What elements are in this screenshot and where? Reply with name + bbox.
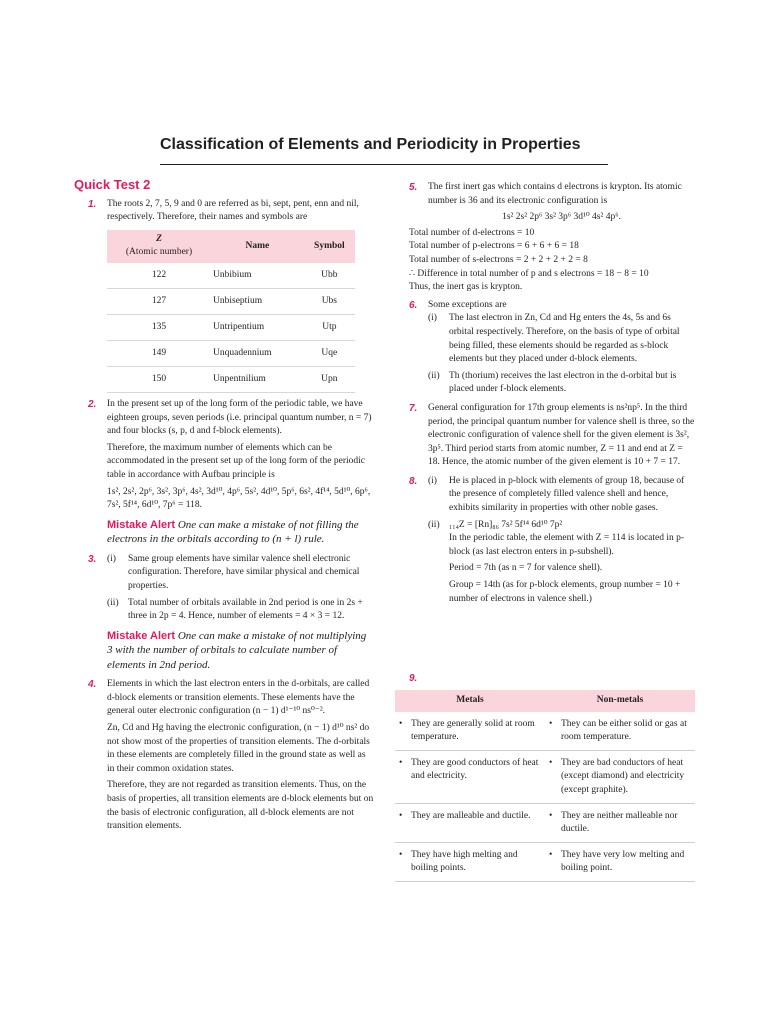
question-text: The roots 2, 7, 5, 9 and 0 are referred as bi, sept, pent, enn and nil, respectively. Therefore, their names and symbols are xyxy=(107,198,359,223)
element-names-table xyxy=(107,230,355,393)
symbol-cell: Ubb xyxy=(304,263,355,289)
question-4 xyxy=(74,678,374,834)
configuration-line: 1s², 2s², 2p⁶, 3s², 3p⁶, 4s², 3d¹⁰, 4p⁶, 5s², 4d¹⁰, 5p⁶, 6s², 4f¹⁴, 5d¹⁰, 6p⁶, 7s², 5f¹⁴, 6d¹⁰, 7p⁶ = 118. xyxy=(107,486,371,511)
question-number: 5. xyxy=(409,182,418,193)
bullet-item: • They are good conductors of heat and electricity. xyxy=(399,757,541,784)
table-row xyxy=(107,314,355,340)
name-cell: Unpentnilium xyxy=(211,366,304,392)
paragraph: General configuration for 17th group elements is ns²np⁵. In the third period, the principal quantum number for valence shell is three, so the electronic configuration of valence shell for the given element is 3s², 3p⁵. Third period starts from atomic number, Z = 11 and end at Z = 18. Hence, the atomic number of the given element is 10 + 7 = 17. xyxy=(428,402,695,468)
paragraph: Some exceptions are xyxy=(428,299,507,310)
page-title: Classification of Elements and Periodicity in Properties xyxy=(160,136,581,153)
left-column xyxy=(74,178,374,839)
question-number: 2. xyxy=(88,398,97,410)
table-row xyxy=(107,263,355,289)
nonmetals-cell xyxy=(545,750,695,803)
z-cell: 135 xyxy=(107,314,211,340)
question-3 xyxy=(74,553,374,624)
table-row xyxy=(107,288,355,314)
nonmetals-cell xyxy=(545,712,695,751)
sub-item-number: (ii) xyxy=(428,519,440,530)
paragraph: The first inert gas which contains d electrons is krypton. Its atomic number is 36 and its electronic configuration is xyxy=(428,182,682,206)
z-cell: 150 xyxy=(107,366,211,392)
z-cell: 127 xyxy=(107,288,211,314)
question-6 xyxy=(395,299,695,397)
metals-cell xyxy=(395,803,545,842)
question-1 xyxy=(74,198,374,393)
z-label: Z xyxy=(156,233,162,244)
bullet-item: • They are bad conductors of heat (except diamond) and electricity (except graphite). xyxy=(549,757,691,798)
mistake-alert xyxy=(74,518,374,547)
section-heading: Quick Test 2 xyxy=(74,177,151,192)
paragraph: Group = 14th (as for p-block elements, group number = 10 + number of electrons in valence shell.) xyxy=(449,580,681,604)
sub-item-text: The last electron in Zn, Cd and Hg enters the 4s, 5s and 6s orbital respectively. Therefore, on the basis of type of orbital being filled, these elements should be regarded as s-block elements but they placed under d-block elements. xyxy=(449,313,680,365)
symbol-cell: Utp xyxy=(304,314,355,340)
symbol-cell: Upn xyxy=(304,366,355,392)
sub-item xyxy=(428,312,695,366)
question-8 xyxy=(395,475,695,606)
table-row xyxy=(107,340,355,366)
mistake-alert-label: Mistake Alert xyxy=(107,629,176,642)
metals-cell xyxy=(395,842,545,881)
metals-cell xyxy=(395,712,545,751)
sub-item-text: Total number of orbitals available in 2nd period is one in 2s + three in 2p = 4. Hence, number of elements = 4 × 3 = 12. xyxy=(128,597,363,622)
question-number: 8. xyxy=(409,475,418,487)
bullet-item: • They are malleable and ductile. xyxy=(399,810,541,824)
table-row xyxy=(107,366,355,392)
paragraph: Elements in which the last electron enters in the d-orbitals, are called d-block elements or transition elements. These elements have the general outer electronic configuration (n − 1) d¹⁻¹⁰ ns⁰⁻². xyxy=(107,679,370,717)
z-sublabel: (Atomic number) xyxy=(125,247,193,258)
name-cell: Unquadennium xyxy=(211,340,304,366)
question-number: 4. xyxy=(88,679,97,691)
bullet-item: • They are neither malleable nor ductile. xyxy=(549,810,691,837)
sub-item xyxy=(107,553,374,594)
name-cell: Untripentium xyxy=(211,314,304,340)
symbol-cell: Ubs xyxy=(304,288,355,314)
question-5 xyxy=(395,181,695,225)
question-number: 7. xyxy=(409,402,418,414)
title-rule xyxy=(160,164,608,165)
metals-header: Metals xyxy=(395,690,545,712)
metals-cell xyxy=(395,750,545,803)
table-row xyxy=(395,750,695,803)
calc-line: Total number of p-electrons = 6 + 6 + 6 = 18 xyxy=(409,241,579,252)
sub-item-number: (i) xyxy=(428,475,437,486)
question-5-working xyxy=(395,227,695,295)
sub-item-number: (i) xyxy=(107,553,116,564)
sub-item xyxy=(428,519,695,533)
table-row xyxy=(395,842,695,881)
mistake-alert-text: One can make a mistake of not filling the electrons in the orbitals according to (n + l) rule. xyxy=(107,518,359,546)
bullet-item: • They can be either solid or gas at room temperature. xyxy=(549,718,691,745)
sub-item-number: (ii) xyxy=(107,597,119,608)
table-row xyxy=(395,712,695,751)
sub-item-text: ₁₁₄Z = [Rn]₈₆ 7s² 5f¹⁴ 6d¹⁰ 7p² xyxy=(449,519,563,530)
symbol-cell: Uqe xyxy=(304,340,355,366)
bullet-item: • They have very low melting and boiling point. xyxy=(549,849,691,876)
paragraph: Therefore, the maximum number of elements which can be accommodated in the present set up of the long form of the periodic table in accordance with Aufbau principle is xyxy=(107,442,366,480)
question-2 xyxy=(74,398,374,513)
table-header-row xyxy=(395,690,695,712)
sub-item-text: Th (thorium) receives the last electron in the d-orbital but is placed under f-block elements. xyxy=(449,370,677,395)
sub-item-text: Same group elements have similar valence shell electronic configuration. Therefore, have similar physical and chemical properties. xyxy=(128,553,360,591)
bullet-item: • They have high melting and boiling points. xyxy=(399,849,541,876)
sub-item-text: He is placed in p-block with elements of group 18, because of the presence of completely filled valence shell and hence, exhibits similarity in properties with other noble gases. xyxy=(449,475,685,514)
calc-line: Total number of d-electrons = 10 xyxy=(409,227,535,238)
mistake-alert xyxy=(74,629,374,673)
bullet-item: • They are generally solid at room temperature. xyxy=(399,718,541,745)
paragraph: In the present set up of the long form of the periodic table, we have eighteen groups, seven periods (i.e. principal quantum number, n = 7) and four blocks (s, p, d and f-block elements). xyxy=(107,398,372,437)
symbol-header: Symbol xyxy=(304,230,355,263)
sub-item-number: (ii) xyxy=(428,370,440,381)
question-number: 1. xyxy=(88,198,97,210)
paragraph: Therefore, they are not regarded as transition elements. Thus, on the basis of properties, all transition elements are d-block elements but on the basis of electronic configuration, all d-block elements are not transition elements. xyxy=(107,780,374,832)
nonmetals-cell xyxy=(545,803,695,842)
right-column xyxy=(395,181,695,611)
calc-line: ∴ Difference in total number of p and s electrons = 18 − 8 = 10 xyxy=(409,268,649,279)
paragraph: In the periodic table, the element with Z = 114 is located in p-block (as last electron enters in p-subshell). xyxy=(449,533,685,557)
sub-item-detail xyxy=(428,532,695,606)
paragraph: Period = 7th (as n = 7 for valence shell). xyxy=(449,563,603,574)
paragraph: Zn, Cd and Hg having the electronic configuration, (n − 1) d¹⁰ ns² do not show most of the properties of transition elements. The d-orbitals in these elements are completely filled in the ground state as well as in their common oxidation states. xyxy=(107,722,370,774)
mistake-alert-label: Mistake Alert xyxy=(107,518,176,531)
mistake-alert-text: One can make a mistake of not multiplying 3 with the number of orbitals to calculate number of elements in 2nd period. xyxy=(107,629,367,671)
calc-line: Total number of s-electrons = 2 + 2 + 2 + 2 = 8 xyxy=(409,254,588,265)
z-cell: 149 xyxy=(107,340,211,366)
z-header xyxy=(107,230,211,263)
name-header: Name xyxy=(211,230,304,263)
table-row xyxy=(395,803,695,842)
metals-nonmetals-table xyxy=(395,690,695,882)
nonmetals-cell xyxy=(545,842,695,881)
configuration-line: 1s² 2s² 2p⁶ 3s² 3p⁶ 3d¹⁰ 4s² 4p⁶. xyxy=(502,212,621,223)
z-cell: 122 xyxy=(107,263,211,289)
question-7 xyxy=(395,402,695,470)
table-header-row xyxy=(107,230,355,263)
sub-item xyxy=(107,597,374,624)
name-cell: Unbiseptium xyxy=(211,288,304,314)
sub-item-number: (i) xyxy=(428,313,437,324)
sub-item xyxy=(428,475,695,516)
question-number: 3. xyxy=(88,553,97,565)
question-9-number: 9. xyxy=(409,673,418,684)
sub-item xyxy=(428,370,695,397)
calc-line: Thus, the inert gas is krypton. xyxy=(409,282,523,293)
nonmetals-header: Non-metals xyxy=(545,690,695,712)
question-number: 6. xyxy=(409,299,418,311)
name-cell: Unbibium xyxy=(211,263,304,289)
